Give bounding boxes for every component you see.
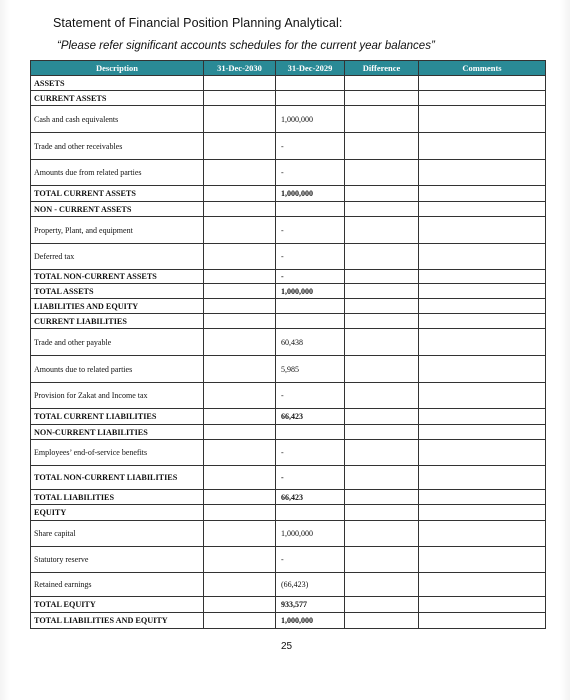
row-dec-2030 xyxy=(204,217,276,244)
row-dec-2029: 60,438 xyxy=(276,329,345,356)
row-comments xyxy=(419,383,546,409)
table-row xyxy=(31,425,546,440)
row-comments xyxy=(419,270,546,284)
row-comments xyxy=(419,547,546,573)
table-row xyxy=(31,521,546,547)
row-dec-2029: 1,000,000 xyxy=(276,521,345,547)
row-comments xyxy=(419,244,546,270)
row-dec-2029: - xyxy=(276,217,345,244)
header-comments: Comments xyxy=(419,61,546,76)
row-dec-2029 xyxy=(276,299,345,314)
row-dec-2029: - xyxy=(276,440,345,466)
table-row xyxy=(31,383,546,409)
row-comments xyxy=(419,76,546,91)
header-description: Description xyxy=(31,61,204,76)
table-row xyxy=(31,186,546,202)
table-row xyxy=(31,160,546,186)
row-description: Deferred tax xyxy=(31,244,204,270)
row-dec-2030 xyxy=(204,186,276,202)
row-dec-2029: - xyxy=(276,547,345,573)
row-description: Property, Plant, and equipment xyxy=(31,217,204,244)
row-difference xyxy=(345,409,419,425)
table-row xyxy=(31,314,546,329)
row-dec-2029: - xyxy=(276,383,345,409)
row-dec-2030 xyxy=(204,466,276,490)
header-difference: Difference xyxy=(345,61,419,76)
row-dec-2030 xyxy=(204,613,276,629)
row-difference xyxy=(345,383,419,409)
row-comments xyxy=(419,597,546,613)
row-description: CURRENT ASSETS xyxy=(31,91,204,106)
row-dec-2030 xyxy=(204,244,276,270)
table-row xyxy=(31,356,546,383)
row-comments xyxy=(419,356,546,383)
row-description: Share capital xyxy=(31,521,204,547)
row-difference xyxy=(345,573,419,597)
row-comments xyxy=(419,490,546,505)
row-dec-2030 xyxy=(204,383,276,409)
row-dec-2029 xyxy=(276,91,345,106)
row-comments xyxy=(419,202,546,217)
row-dec-2030 xyxy=(204,133,276,160)
table-row xyxy=(31,613,546,629)
row-dec-2029: 1,000,000 xyxy=(276,613,345,629)
row-dec-2029: 66,423 xyxy=(276,490,345,505)
row-comments xyxy=(419,409,546,425)
row-dec-2030 xyxy=(204,490,276,505)
table-body xyxy=(31,76,546,629)
row-description: TOTAL CURRENT LIABILITIES xyxy=(31,409,204,425)
row-difference xyxy=(345,547,419,573)
row-comments xyxy=(419,217,546,244)
row-dec-2030 xyxy=(204,329,276,356)
row-description: Provision for Zakat and Income tax xyxy=(31,383,204,409)
row-dec-2029: 1,000,000 xyxy=(276,106,345,133)
table-row xyxy=(31,244,546,270)
row-difference xyxy=(345,314,419,329)
row-comments xyxy=(419,186,546,202)
row-description: Amounts due to related parties xyxy=(31,356,204,383)
row-dec-2030 xyxy=(204,106,276,133)
row-description: Trade and other payable xyxy=(31,329,204,356)
table-row xyxy=(31,106,546,133)
table-row xyxy=(31,133,546,160)
table-row xyxy=(31,284,546,299)
page-number: 25 xyxy=(281,641,293,652)
table-row xyxy=(31,217,546,244)
row-difference xyxy=(345,490,419,505)
row-dec-2029: - xyxy=(276,133,345,160)
row-dec-2029 xyxy=(276,505,345,521)
header-dec-2030: 31-Dec-2030 xyxy=(204,61,276,76)
row-difference xyxy=(345,106,419,133)
financial-position-table xyxy=(30,60,546,629)
row-dec-2029: - xyxy=(276,270,345,284)
table-row xyxy=(31,76,546,91)
row-dec-2030 xyxy=(204,284,276,299)
row-comments xyxy=(419,440,546,466)
row-comments xyxy=(419,505,546,521)
row-dec-2029: - xyxy=(276,466,345,490)
row-difference xyxy=(345,440,419,466)
row-difference xyxy=(345,217,419,244)
row-description: TOTAL ASSETS xyxy=(31,284,204,299)
row-dec-2030 xyxy=(204,521,276,547)
row-difference xyxy=(345,597,419,613)
row-difference xyxy=(345,270,419,284)
row-description: Cash and cash equivalents xyxy=(31,106,204,133)
row-dec-2030 xyxy=(204,76,276,91)
row-dec-2030 xyxy=(204,573,276,597)
row-difference xyxy=(345,299,419,314)
row-dec-2029 xyxy=(276,76,345,91)
row-comments xyxy=(419,573,546,597)
row-description: Retained earnings xyxy=(31,573,204,597)
table-row xyxy=(31,490,546,505)
row-description: NON - CURRENT ASSETS xyxy=(31,202,204,217)
row-dec-2029: 5,985 xyxy=(276,356,345,383)
table-row xyxy=(31,409,546,425)
row-difference xyxy=(345,133,419,160)
table-row xyxy=(31,597,546,613)
row-difference xyxy=(345,244,419,270)
row-dec-2029 xyxy=(276,425,345,440)
row-description: Statutory reserve xyxy=(31,547,204,573)
row-description: NON-CURRENT LIABILITIES xyxy=(31,425,204,440)
row-description: LIABILITIES AND EQUITY xyxy=(31,299,204,314)
table-row xyxy=(31,505,546,521)
row-comments xyxy=(419,133,546,160)
row-difference xyxy=(345,466,419,490)
row-comments xyxy=(419,466,546,490)
document-subtitle: “Please refer significant accounts schedules for the current year balances” xyxy=(57,40,435,52)
row-description: TOTAL EQUITY xyxy=(31,597,204,613)
row-dec-2030 xyxy=(204,440,276,466)
table-row xyxy=(31,573,546,597)
table-row xyxy=(31,547,546,573)
row-comments xyxy=(419,284,546,299)
row-description: Amounts due from related parties xyxy=(31,160,204,186)
row-dec-2029: (66,423) xyxy=(276,573,345,597)
row-difference xyxy=(345,425,419,440)
row-description: TOTAL CURRENT ASSETS xyxy=(31,186,204,202)
row-dec-2029: 66,423 xyxy=(276,409,345,425)
row-dec-2030 xyxy=(204,409,276,425)
row-description: Employees’ end-of-service benefits xyxy=(31,440,204,466)
row-description: TOTAL NON-CURRENT ASSETS xyxy=(31,270,204,284)
table-row xyxy=(31,329,546,356)
row-difference xyxy=(345,160,419,186)
row-dec-2030 xyxy=(204,314,276,329)
row-dec-2030 xyxy=(204,597,276,613)
row-difference xyxy=(345,329,419,356)
row-difference xyxy=(345,186,419,202)
row-description: EQUITY xyxy=(31,505,204,521)
row-dec-2030 xyxy=(204,547,276,573)
row-dec-2030 xyxy=(204,202,276,217)
row-difference xyxy=(345,356,419,383)
row-comments xyxy=(419,425,546,440)
row-comments xyxy=(419,299,546,314)
table-row xyxy=(31,466,546,490)
header-dec-2029: 31-Dec-2029 xyxy=(276,61,345,76)
row-dec-2029: 933,577 xyxy=(276,597,345,613)
row-difference xyxy=(345,521,419,547)
row-dec-2029: 1,000,000 xyxy=(276,284,345,299)
row-dec-2030 xyxy=(204,299,276,314)
row-comments xyxy=(419,329,546,356)
row-difference xyxy=(345,505,419,521)
row-comments xyxy=(419,160,546,186)
row-description: TOTAL NON-CURRENT LIABILITIES xyxy=(31,466,204,490)
table-row xyxy=(31,440,546,466)
table-row xyxy=(31,299,546,314)
table-row xyxy=(31,270,546,284)
row-difference xyxy=(345,284,419,299)
row-dec-2029: - xyxy=(276,244,345,270)
row-dec-2030 xyxy=(204,270,276,284)
row-dec-2029 xyxy=(276,202,345,217)
row-description: CURRENT LIABILITIES xyxy=(31,314,204,329)
row-dec-2030 xyxy=(204,160,276,186)
row-dec-2030 xyxy=(204,356,276,383)
row-description: TOTAL LIABILITIES xyxy=(31,490,204,505)
row-difference xyxy=(345,613,419,629)
row-description: Trade and other receivables xyxy=(31,133,204,160)
row-dec-2030 xyxy=(204,425,276,440)
row-comments xyxy=(419,314,546,329)
row-comments xyxy=(419,521,546,547)
row-dec-2030 xyxy=(204,505,276,521)
row-difference xyxy=(345,91,419,106)
row-dec-2029 xyxy=(276,314,345,329)
row-comments xyxy=(419,91,546,106)
row-description: TOTAL LIABILITIES AND EQUITY xyxy=(31,613,204,629)
row-dec-2030 xyxy=(204,91,276,106)
row-difference xyxy=(345,76,419,91)
row-dec-2029: 1,000,000 xyxy=(276,186,345,202)
row-comments xyxy=(419,613,546,629)
row-difference xyxy=(345,202,419,217)
document-title: Statement of Financial Position Planning Analytical: xyxy=(53,16,343,30)
row-description: ASSETS xyxy=(31,76,204,91)
table-header-row xyxy=(31,61,546,76)
row-comments xyxy=(419,106,546,133)
table-row xyxy=(31,202,546,217)
row-dec-2029: - xyxy=(276,160,345,186)
table-row xyxy=(31,91,546,106)
